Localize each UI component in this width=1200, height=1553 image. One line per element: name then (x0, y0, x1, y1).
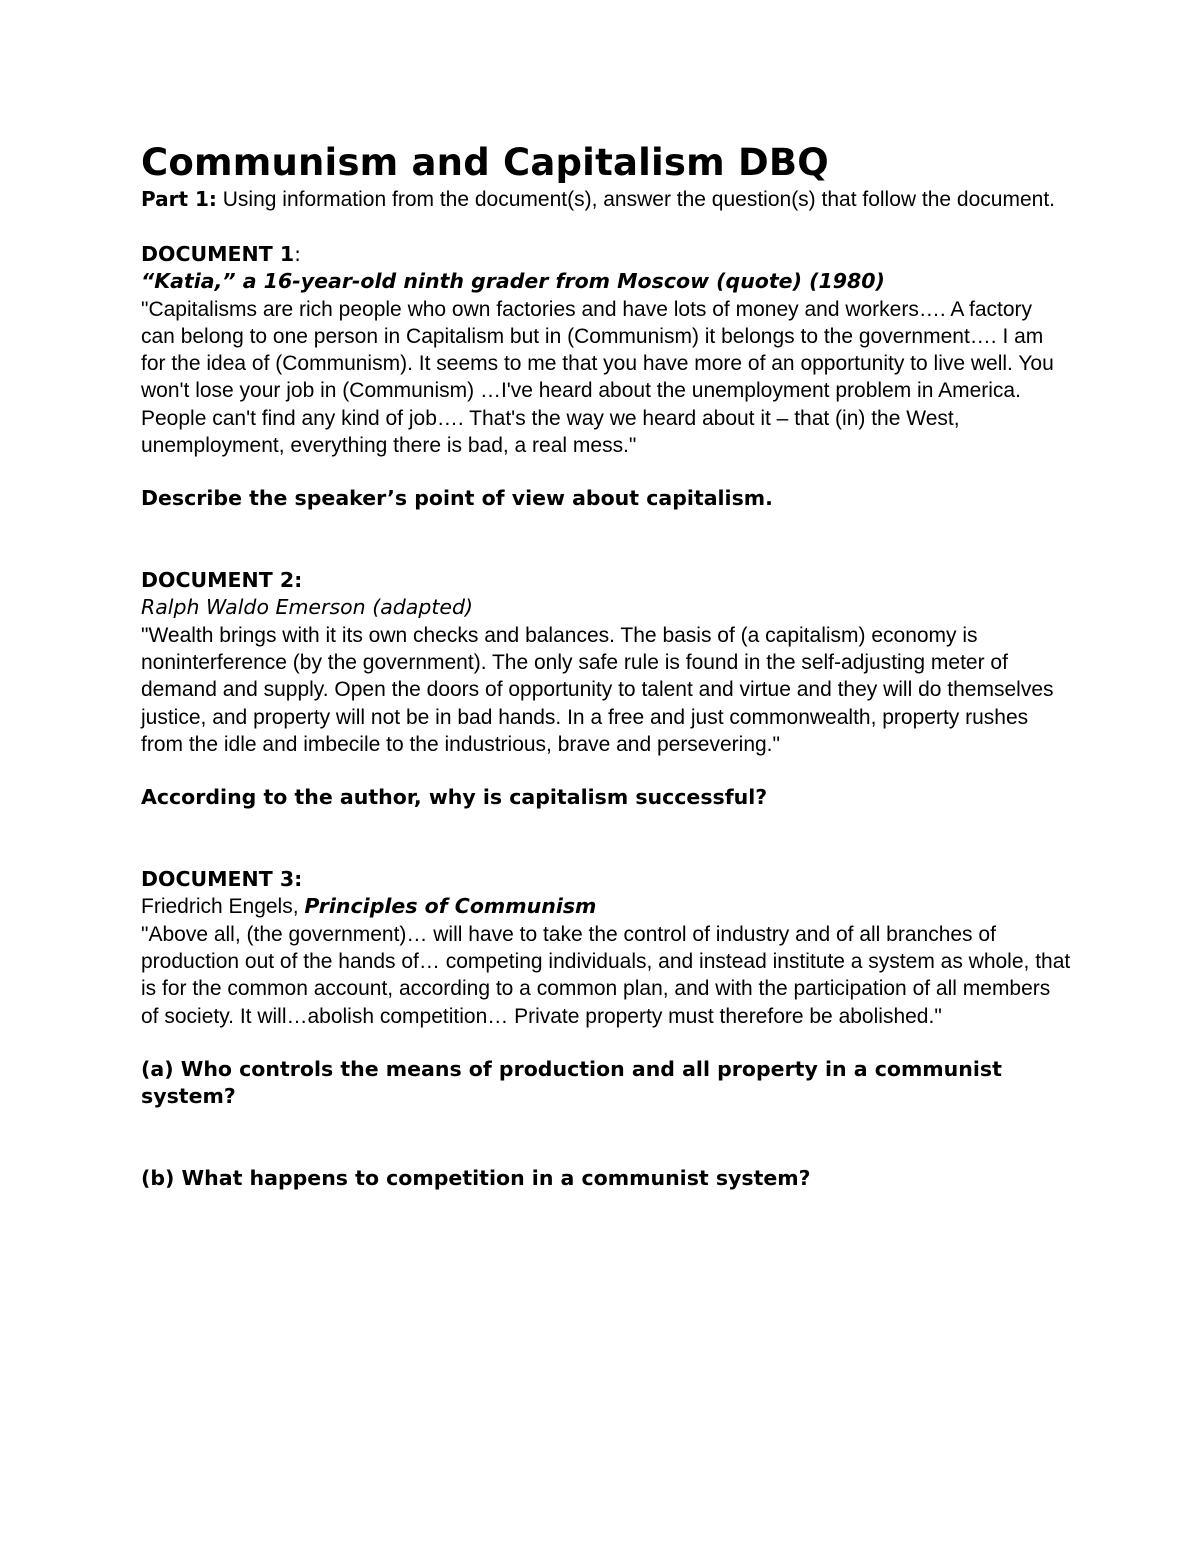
instructions (141, 186, 1071, 214)
document-quote: "Capitalisms are rich people who own factories and have lots of money and workers…. A factory can belong to one person in Capitalism but in (Communism) it belongs to the government…. I am for the idea of (Communism). It seems to me that you have more of an opportunity to live well. You won't lose your job in (Communism) …I've heard about the unemployment problem in America. People can't find any kind of job…. That's the way we heard about it – that (in) the West, unemployment, everything there is bad, a real mess." (141, 297, 1054, 457)
document-heading-text: DOCUMENT 1 (141, 241, 295, 266)
page-title: Communism and Capitalism DBQ (141, 141, 829, 184)
document-heading: DOCUMENT 3: (141, 866, 303, 891)
document-source (141, 268, 1071, 296)
document-page (141, 140, 1071, 1192)
document-heading-colon: : (294, 241, 302, 266)
document-quote: "Wealth brings with it its own checks and balances. The basis of (a capitalism) economy is noninterference (by the government). The only safe rule is found in the self-adjusting meter of demand and supply. Open the doors of opportunity to talent and virtue and they will do themselves justice, and property will not be in bad hands. In a free and just commonwealth, property rushes from the idle and imbecile to the industrious, brave and persevering." (141, 623, 1054, 756)
part-label: Part 1: (141, 187, 217, 211)
document-source-text: “Katia,” a 16-year-old ninth grader from Moscow (quote) (1980) (141, 269, 885, 293)
document-source: Ralph Waldo Emerson (adapted) (141, 595, 474, 620)
document-2 (141, 567, 1071, 812)
document-question: (b) What happens to competition in a communist system? (141, 1165, 811, 1190)
document-question: Describe the speaker’s point of view about capitalism. (141, 486, 773, 511)
document-source (141, 893, 1071, 921)
source-author: Friedrich Engels, (141, 895, 305, 919)
document-quote: "Above all, (the government)… will have to take the control of industry and of all branches of production out of the hands of… competing individuals, and instead institute a system as whole, that is for the common account, according to a common plan, and with the participation of all members of society. It will…abolish competition… Private property must therefore be abolished." (141, 922, 1071, 1028)
source-work-title: Principles of Communism (304, 894, 597, 919)
document-question: According to the author, why is capitalism successful? (141, 785, 768, 810)
document-3 (141, 866, 1071, 1193)
document-question: (a) Who controls the means of production and all property in a communist system? (141, 1056, 1002, 1109)
document-heading (141, 241, 1071, 269)
document-1 (141, 241, 1071, 513)
instructions-text: Using information from the document(s), answer the question(s) that follow the document. (216, 188, 1055, 211)
document-heading: DOCUMENT 2: (141, 567, 303, 592)
